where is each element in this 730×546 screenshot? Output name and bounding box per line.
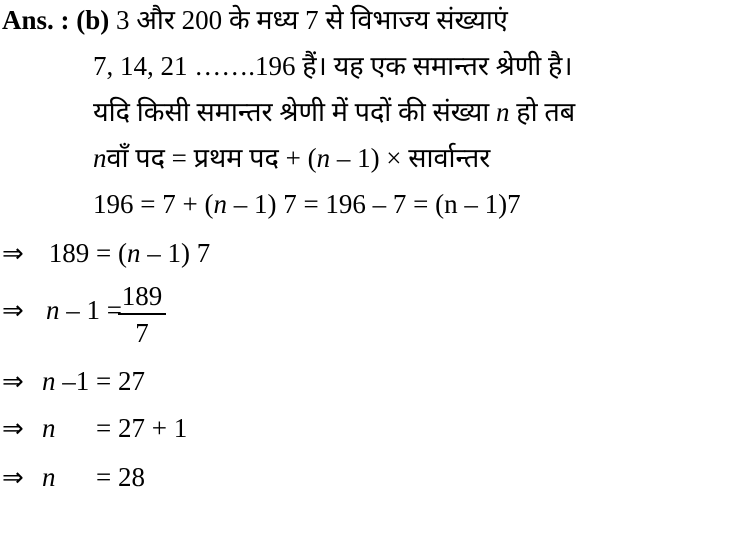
fraction-numerator: 189	[121, 281, 163, 311]
step-fraction-line	[2, 294, 122, 327]
step2-text: – 1 =	[59, 295, 122, 325]
step3-text: –1 = 27	[55, 366, 145, 396]
formula-text-b: – 1) × सार्वान्तर	[330, 143, 491, 173]
var-n: n	[42, 413, 56, 443]
step1-text-a: 189 = (	[42, 238, 127, 268]
condition-line	[93, 96, 575, 128]
var-n: n	[495, 97, 510, 127]
substitution-line	[93, 188, 521, 220]
step1-text-b: – 1) 7	[140, 238, 211, 268]
implies-arrow-icon: ⇒	[2, 367, 24, 397]
var-n: n	[126, 238, 141, 268]
condition-text-b: हो तब	[509, 97, 576, 127]
var-n: n	[42, 366, 56, 396]
step-189-line	[2, 237, 210, 270]
step5-text: = 28	[55, 462, 145, 492]
implies-arrow-icon: ⇒	[2, 296, 24, 326]
var-n: n	[213, 189, 227, 219]
implies-arrow-icon: ⇒	[2, 414, 24, 444]
option-label: (b)	[76, 5, 110, 35]
answer-heading-line	[2, 4, 508, 36]
fraction-189-over-7	[118, 281, 166, 348]
formula-line	[93, 142, 490, 174]
var-n: n	[316, 143, 331, 173]
implies-arrow-icon: ⇒	[2, 239, 24, 269]
step-27-line	[2, 365, 145, 398]
var-n: n	[42, 462, 56, 492]
substitution-text-a: 196 = 7 + (	[93, 189, 214, 219]
fraction-bar	[118, 313, 166, 315]
sequence-text: 7, 14, 21 …….196 हैं। यह एक समान्तर श्रेणी है।	[93, 51, 573, 81]
substitution-text-b: – 1) 7 = 196 – 7 = (n – 1)7	[226, 189, 521, 219]
sequence-line	[93, 50, 573, 82]
implies-arrow-icon: ⇒	[2, 463, 24, 493]
condition-text-a: यदि किसी समान्तर श्रेणी में पदों की संख्या	[93, 97, 496, 127]
var-n: n	[46, 295, 60, 325]
ans-label: Ans. :	[2, 5, 70, 35]
step-27-plus-1-line	[2, 412, 187, 445]
answer-intro-text: 3 और 200 के मध्य 7 से विभाज्य संख्याएं	[109, 5, 508, 35]
fraction-denominator: 7	[135, 318, 149, 348]
step4-text: = 27 + 1	[55, 413, 188, 443]
var-n: n	[93, 143, 107, 173]
step-28-line	[2, 461, 145, 494]
formula-text-a: वाँ पद = प्रथम पद + (	[106, 143, 317, 173]
